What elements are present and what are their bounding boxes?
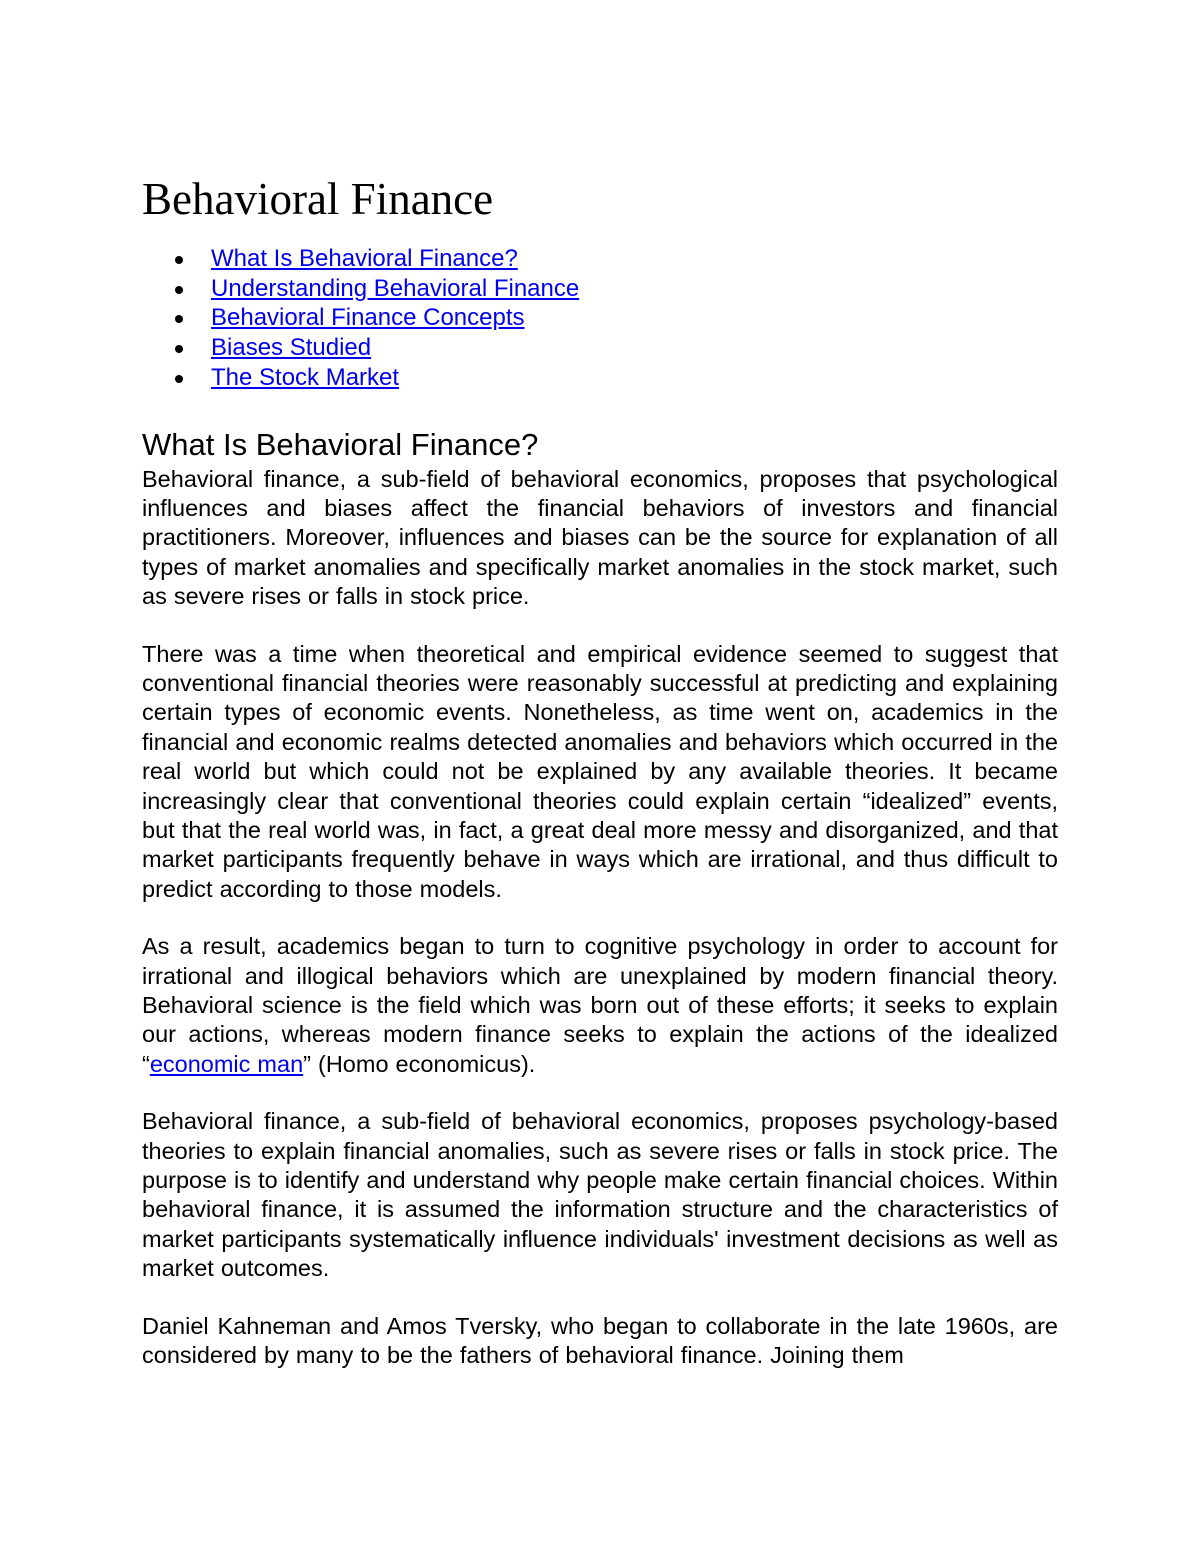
bullet-icon <box>175 256 183 264</box>
section-heading: What Is Behavioral Finance? <box>142 426 539 462</box>
paragraph-2: There was a time when theoretical and empirical evidence seemed to suggest that conventional financial theories were reasonably successful at predicting and explaining certain types of economic events. Nonetheless, as time went on, academics in the financial and economic realms detected anomalies and behaviors which occurred in the real world but which could not be explained by any available theories. It became increasingly clear that conventional theories could explain certain “idealized” events, but that the real world was, in fact, a great deal more messy and disorganized, and that market participants frequently behave in ways which are irrational, and thus difficult to predict according to those models. <box>142 640 1058 902</box>
toc-item <box>142 303 1058 333</box>
paragraph-3-text-after: ” (Homo economicus). <box>303 1050 536 1077</box>
toc-link-the-stock-market[interactable]: The Stock Market <box>211 363 400 391</box>
bullet-icon <box>175 345 183 353</box>
bullet-icon <box>175 375 183 383</box>
paragraph-3-text-before: As a result, academics began to turn to cognitive psychology in order to account for irrational and illogical behaviors which are unexplained by modern financial theory. Behavioral science is the field which was born out of these efforts; it seeks to explain our actions, whereas modern finance seeks to explain the actions of the idealized “ <box>142 933 1058 1077</box>
paragraph-1: Behavioral finance, a sub-field of behavioral economics, proposes that psychological influences and biases affect the financial behaviors of investors and financial practitioners. Moreover, influences and biases can be the source for explanation of all types of market anomalies and specifically market anomalies in the stock market, such as severe rises or falls in stock price. <box>142 465 1058 610</box>
bullet-icon <box>175 286 183 294</box>
toc-link-understanding-behavioral-finance[interactable]: Understanding Behavioral Finance <box>211 274 580 302</box>
document-title: Behavioral Finance <box>142 174 494 224</box>
paragraph-4: Behavioral finance, a sub-field of behavioral economics, proposes psychology-based theories to explain financial anomalies, such as severe rises or falls in stock price. The purpose is to identify and understand why people make certain financial choices. Within behavioral finance, it is assumed the information structure and the characteristics of market participants systematically influence individuals' investment decisions as well as market outcomes. <box>142 1108 1058 1282</box>
paragraph-5: Daniel Kahneman and Amos Tversky, who began to collaborate in the late 1960s, are considered by many to be the fathers of behavioral finance. Joining them <box>142 1312 1058 1369</box>
economic-man-link[interactable]: economic man <box>149 1050 304 1077</box>
table-of-contents <box>142 244 1058 393</box>
toc-item <box>142 363 1058 393</box>
paragraph-3 <box>142 932 1058 1079</box>
toc-item <box>142 244 1058 274</box>
toc-item <box>142 274 1058 304</box>
document-page <box>142 168 1058 1398</box>
toc-item <box>142 333 1058 363</box>
toc-link-what-is-behavioral-finance[interactable]: What Is Behavioral Finance? <box>211 245 518 272</box>
bullet-icon <box>175 315 183 323</box>
toc-link-behavioral-finance-concepts[interactable]: Behavioral Finance Concepts <box>211 304 525 332</box>
toc-link-biases-studied[interactable]: Biases Studied <box>211 334 372 362</box>
